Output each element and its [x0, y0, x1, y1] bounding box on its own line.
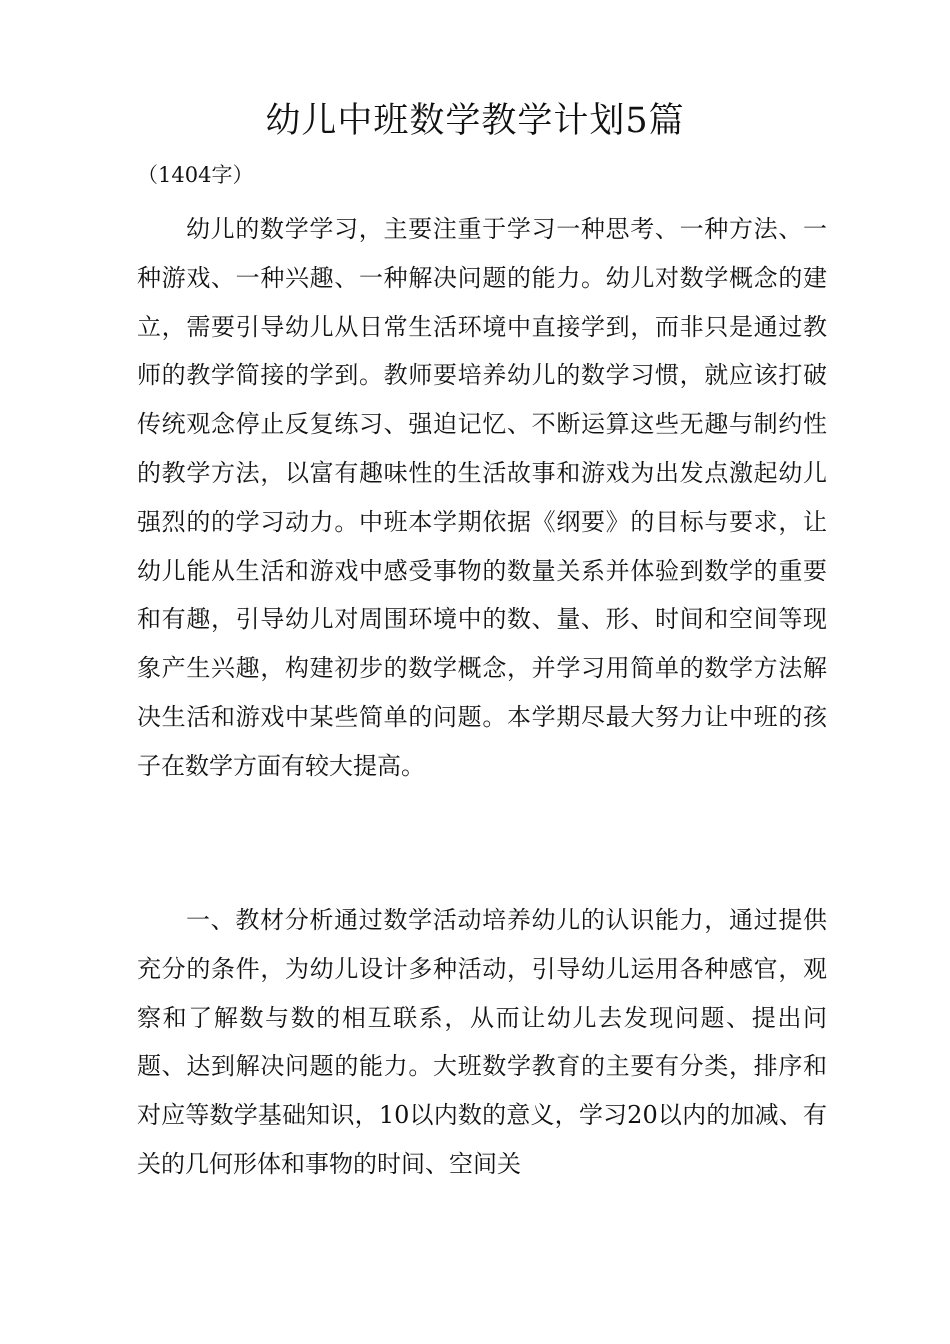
paragraph-section-one: 一、教材分析通过数学活动培养幼儿的认识能力，通过提供充分的条件，为幼儿设计多种活动，引导幼儿运用各种感官，观察和了解数与数的相互联系，从而让幼儿去发现问题、提出问题、达到解决问题的能力。大班数学教育的主要有分类，排序和对应等数学基础知识，10以内数的意义，学习20以内的加减、有关的几何形体和事物的时间、空间关	[137, 906, 827, 1178]
paragraph-intro: 幼儿的数学学习，主要注重于学习一种思考、一种方法、一种游戏、一种兴趣、一种解决问题的能力。幼儿对数学概念的建立，需要引导幼儿从日常生活环境中直接学到，而非只是通过教师的教学简接的学到。教师要培养幼儿的数学习惯，就应该打破传统观念停止反复练习、强迫记忆、不断运算这些无趣与制约性的教学方法，以富有趣味性的生活故事和游戏为出发点激起幼儿强烈的的学习动力。中班本学期依据《纲要》的目标与要求，让幼儿能从生活和游戏中感受事物的数量关系并体验到数学的重要和有趣，引导幼儿对周围环境中的数、量、形、时间和空间等现象产生兴趣，构建初步的数学概念，并学习用简单的数学方法解决生活和游戏中某些简单的问题。本学期尽最大努力让中班的孩子在数学方面有较大提高。	[137, 215, 827, 780]
document-title: 幼儿中班数学教学计划5篇	[265, 101, 685, 141]
word-count: （1404字）	[137, 163, 254, 187]
